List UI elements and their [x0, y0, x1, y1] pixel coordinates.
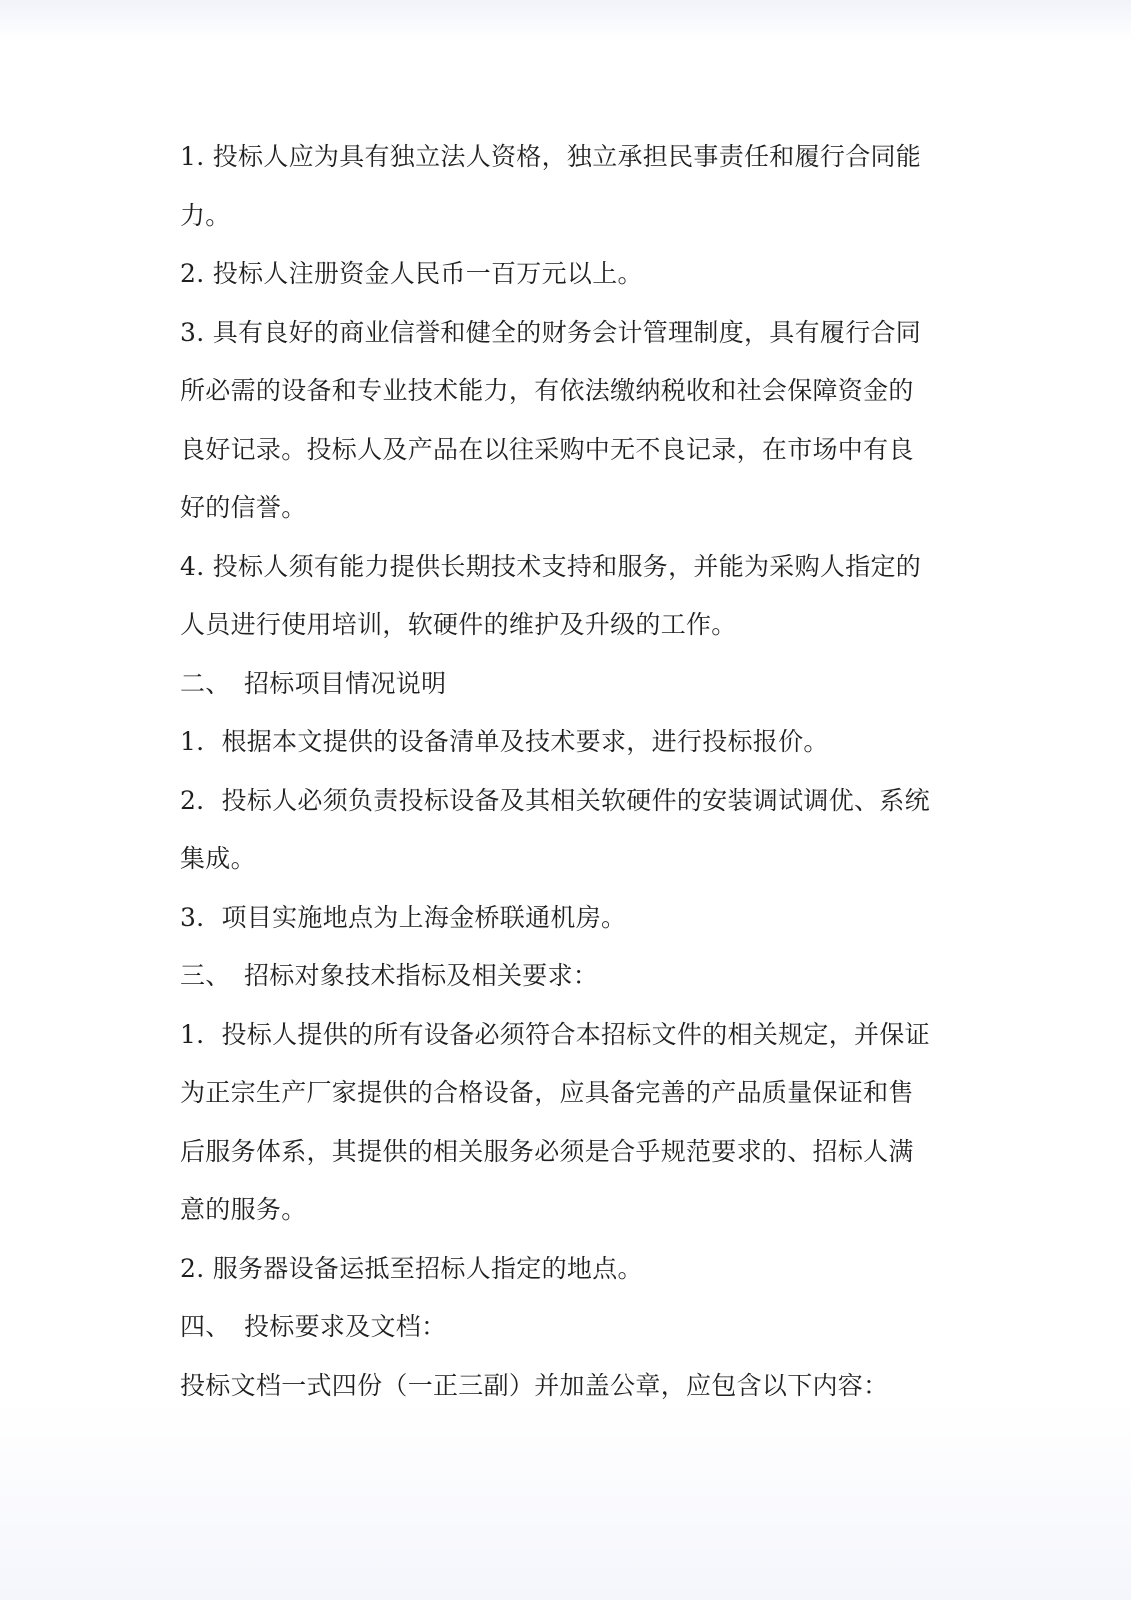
paragraph-line: 2. 投标人注册资金人民币一百万元以上。	[180, 259, 643, 288]
section-title: 招标对象技术指标及相关要求：	[244, 961, 599, 990]
paragraph-line: 2. 服务器设备运抵至招标人指定的地点。	[180, 1253, 643, 1283]
paragraph-line: 人员进行使用培训，软硬件的维护及升级的工作。	[180, 610, 737, 639]
section-number: 四、	[180, 1312, 231, 1341]
paragraph-line: 3. 具有良好的商业信誉和健全的财务会计管理制度，具有履行合同	[180, 317, 922, 347]
section-heading-4	[180, 1298, 950, 1357]
paragraph-line: 4. 投标人须有能力提供长期技术支持和服务，并能为采购人指定的	[180, 551, 922, 581]
paragraph-line: 良好记录。投标人及产品在以往采购中无不良记录，在市场中有良	[180, 434, 914, 464]
paragraph-line: 集成。	[180, 844, 256, 873]
document-body	[180, 128, 950, 1415]
scan-edge-top	[0, 0, 1131, 40]
paragraph-line: 意的服务。	[180, 1195, 307, 1224]
paragraph-line: 投标文档一式四份（一正三副）并加盖公章，应包含以下内容：	[180, 1370, 889, 1400]
paragraph-line: 好的信誉。	[180, 493, 307, 522]
paragraph-line: 2．投标人必须负责投标设备及其相关软硬件的安装调试调优、系统	[180, 785, 930, 815]
section-title: 招标项目情况说明	[244, 668, 447, 698]
section-heading-3	[180, 947, 950, 1006]
paragraph-line: 3．项目实施地点为上海金桥联通机房。	[180, 902, 627, 932]
section-heading-2	[180, 655, 950, 714]
paragraph-line: 力。	[180, 200, 231, 230]
section-number: 二、	[180, 668, 231, 698]
paragraph-line: 所必需的设备和专业技术能力，有依法缴纳税收和社会保障资金的	[180, 376, 914, 405]
section-number: 三、	[180, 961, 231, 990]
paragraph-line: 1．投标人提供的所有设备必须符合本招标文件的相关规定，并保证	[180, 1019, 930, 1049]
paragraph-line: 1. 投标人应为具有独立法人资格，独立承担民事责任和履行合同能	[180, 142, 922, 171]
paragraph-line: 1．根据本文提供的设备清单及技术要求，进行投标报价。	[180, 727, 829, 756]
section-title: 投标要求及文档：	[244, 1312, 447, 1341]
scan-edge-bottom	[0, 1400, 1131, 1600]
paragraph-line: 为正宗生产厂家提供的合格设备，应具备完善的产品质量保证和售	[180, 1078, 914, 1107]
paragraph-line: 后服务体系，其提供的相关服务必须是合乎规范要求的、招标人满	[180, 1136, 914, 1166]
